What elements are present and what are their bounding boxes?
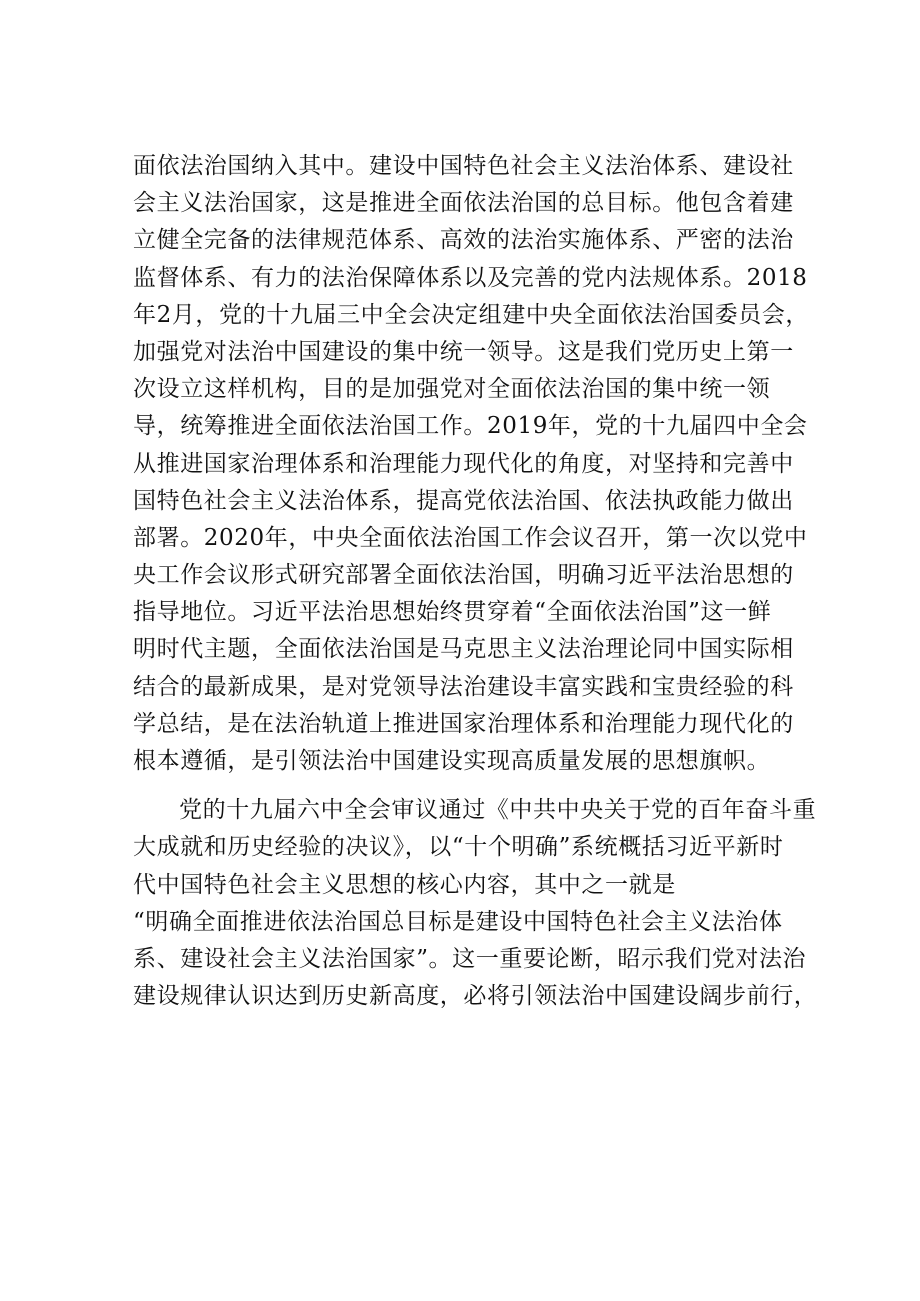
text-line: 次设立这样机构，目的是加强党对全面依法治国的集中统一领 — [133, 376, 771, 403]
text-line: 面依法治国纳入其中。建设中国特色社会主义法治体系、建设社 — [133, 153, 794, 179]
text-line: “明确全面推进依法治国总目标是建设中国特色社会主义法治体 — [133, 908, 783, 935]
text-line: 立健全完备的法律规范体系、高效的法治实施体系、严密的法治 — [133, 227, 794, 254]
text-line: 代中国特色社会主义思想的核心内容，其中之一就是 — [133, 871, 676, 898]
text-line: 年2月，党的十九届三中全会决定组建中央全面依法治国委员会， — [133, 301, 810, 328]
text-line: 明时代主题，全面依法治国是马克思主义法治理论同中国实际相 — [133, 636, 794, 663]
text-line: 央工作会议形式研究部署全面依法治国，明确习近平法治思想的 — [133, 562, 794, 589]
text-line: 从推进国家治理体系和治理能力现代化的角度，对坚持和完善中 — [133, 450, 794, 477]
text-line: 会主义法治国家，这是推进全面依法治国的总目标。他包含着建 — [133, 190, 794, 217]
paragraph-1 — [133, 148, 810, 780]
text-line: 学总结，是在法治轨道上推进国家治理体系和治理能力现代化的 — [133, 710, 794, 737]
text-line: 系、建设社会主义法治国家”。这一重要论断，昭示我们党对法治 — [133, 945, 807, 972]
text-line: 部署。2020年，中央全面依法治国工作会议召开，第一次以党中 — [133, 524, 808, 551]
paragraph-2 — [133, 792, 818, 1015]
text-line: 根本遵循，是引领法治中国建设实现高质量发展的思想旗帜。 — [133, 748, 771, 774]
text-line: 结合的最新成果，是对党领导法治建设丰富实践和宝贵经验的科 — [133, 673, 794, 700]
text-line: 指导地位。习近平法治思想始终贯穿着“全面依法治国”这一鲜 — [133, 599, 772, 626]
text-line: 大成就和历史经验的决议》，以“十个明确”系统概括习近平新时 — [133, 834, 784, 861]
text-line: 导，统筹推进全面依法治国工作。2019年，党的十九届四中全会 — [133, 413, 808, 440]
text-line: 加强党对法治中国建设的集中统一领导。这是我们党历史上第一 — [133, 338, 794, 365]
text-line: 监督体系、有力的法治保障体系以及完善的党内法规体系。2018 — [133, 264, 808, 291]
document-page — [133, 148, 818, 1015]
text-line: 国特色社会主义法治体系，提高党依法治国、依法执政能力做出 — [133, 487, 794, 514]
text-line: 建设规律认识达到历史新高度，必将引领法治中国建设阔步前行， — [133, 983, 818, 1010]
text-line: 党的十九届六中全会审议通过《中共中央关于党的百年奋斗重 — [179, 797, 817, 824]
